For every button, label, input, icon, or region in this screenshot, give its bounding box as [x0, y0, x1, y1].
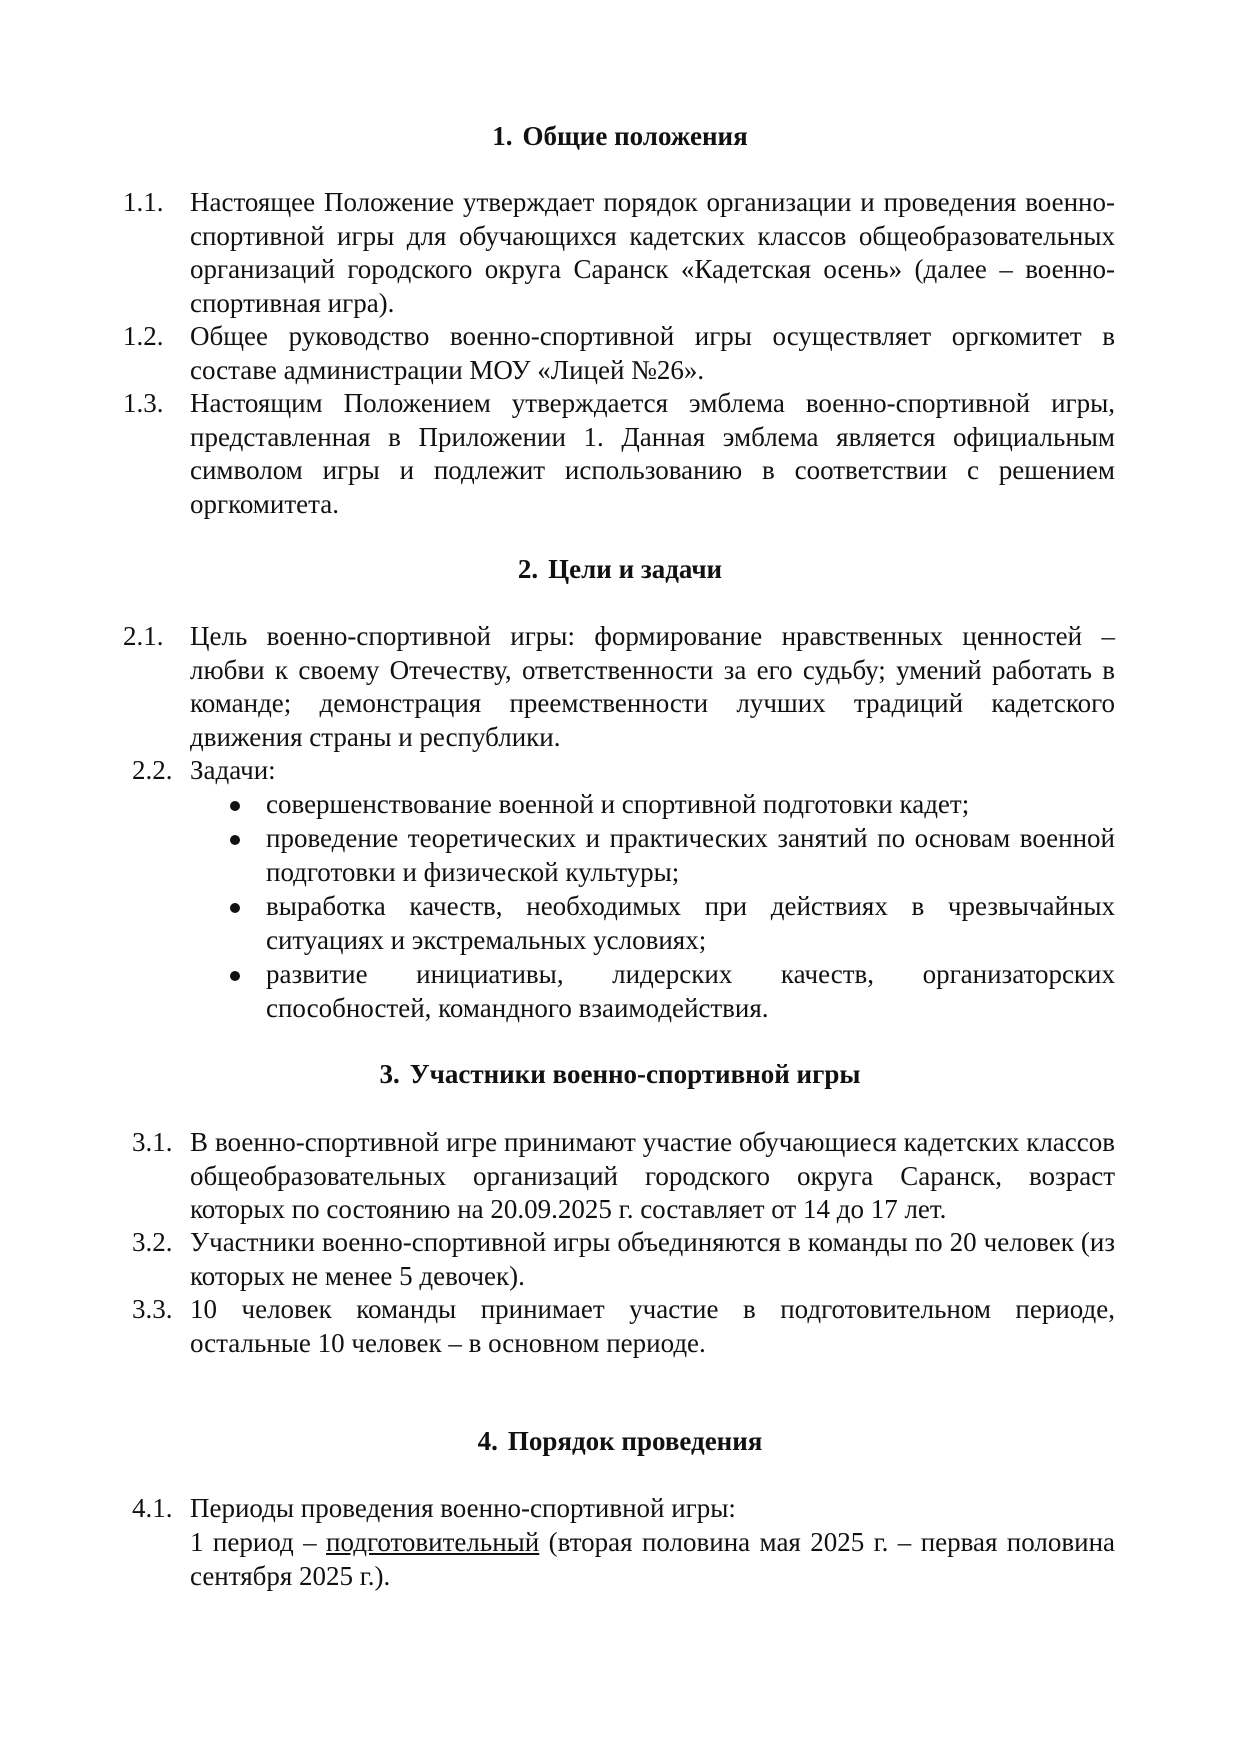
- clause-number: 3.1.: [132, 1127, 173, 1157]
- period-prefix: 1 период –: [190, 1527, 327, 1557]
- section-number: 1.: [492, 121, 513, 151]
- clause-text-content: Цель военно-спортивной игры: формирование нравственных ценностей – любви к своему Отечеству, ответственности за его судьбу; умений работать в команде; демонстрация преемственности лучших традиций кадетского движения страны и республики.: [190, 621, 1115, 752]
- clause-number: 2.2.: [132, 755, 173, 785]
- clause-number: 4.1.: [132, 1493, 173, 1523]
- section-heading-2: [0, 553, 1240, 586]
- clause-text-content: Задачи:: [190, 755, 276, 785]
- clause-text-content: Настоящим Положением утверждается эмблема военно-спортивной игры, представленная в Приложении 1. Данная эмблема является официальным символом игры и подлежит использованию в соответствии с решением оргкомитета.: [190, 388, 1115, 519]
- clause-text-content: Общее руководство военно-спортивной игры осуществляет оргкомитет в составе администрации МОУ «Лицей №26».: [190, 321, 1115, 385]
- clause-number: 1.2.: [123, 321, 164, 351]
- clause-text-content: Настоящее Положение утверждает порядок организации и проведения военно-спортивной игры для обучающихся кадетских классов общеобразовательных организаций городского округа Саранск «Кадетская осень» (далее – военно-спортивная игра).: [190, 187, 1115, 318]
- section-title: Цели и задачи: [548, 554, 723, 584]
- period-suffix: (вторая половина мая 2025 г. – первая половина сентября 2025 г.).: [190, 1527, 1116, 1591]
- clause-text-content: 10 человек команды принимает участие в подготовительном периоде, остальные 10 человек – в основном периоде.: [190, 1294, 1115, 1358]
- clause-text-content: Периоды проведения военно-спортивной игры:: [190, 1493, 736, 1523]
- list-item-text: выработка качеств, необходимых при действиях в чрезвычайных ситуациях и экстремальных условиях;: [266, 891, 1115, 955]
- clause-number: 1.3.: [123, 388, 164, 418]
- period-text: [190, 1526, 1115, 1593]
- bullet-icon: [230, 835, 240, 845]
- clause-text: [190, 754, 1115, 788]
- clause-text: [190, 387, 1115, 521]
- section-number: 2.: [517, 554, 539, 584]
- clause-text: [190, 186, 1115, 320]
- clause-text: [190, 1226, 1115, 1293]
- clause-text: [190, 1293, 1115, 1360]
- section-title: Общие положения: [522, 121, 748, 151]
- bullet-icon: [230, 801, 240, 811]
- list-item-text: совершенствование военной и спортивной подготовки кадет;: [266, 789, 970, 819]
- clause-number: 1.1.: [123, 187, 164, 217]
- clause-text: [190, 1126, 1115, 1227]
- section-heading-4: [0, 1425, 1240, 1458]
- section-number: 4.: [477, 1426, 498, 1456]
- clause-text-content: Участники военно-спортивной игры объединяются в команды по 20 человек (из которых не менее 5 девочек).: [190, 1227, 1115, 1291]
- list-item-text: проведение теоретических и практических занятий по основам военной подготовки и физической культуры;: [266, 823, 1115, 887]
- period-underlined: подготовительный: [326, 1527, 540, 1557]
- clause-number: 2.1.: [123, 621, 164, 651]
- clause-text: [190, 320, 1115, 387]
- bullet-icon: [230, 971, 240, 981]
- clause-number: 3.3.: [132, 1294, 173, 1324]
- clause-text: [190, 620, 1115, 754]
- section-title: Участники военно-спортивной игры: [409, 1059, 861, 1089]
- section-heading-1: [0, 120, 1240, 153]
- section-number: 3.: [379, 1059, 400, 1089]
- section-title: Порядок проведения: [507, 1426, 763, 1456]
- bullet-icon: [230, 903, 240, 913]
- clause-text-content: В военно-спортивной игре принимают участие обучающиеся кадетских классов общеобразовательных организаций городского округа Саранск, возраст которых по состоянию на 20.09.2025 г. составляет от 14 до 17 лет.: [190, 1127, 1115, 1224]
- list-item-text: развитие инициативы, лидерских качеств, организаторских способностей, командного взаимодействия.: [266, 959, 1115, 1023]
- section-heading-3: [0, 1058, 1240, 1091]
- clause-number: 3.2.: [132, 1227, 173, 1257]
- clause-text: [190, 1492, 1115, 1526]
